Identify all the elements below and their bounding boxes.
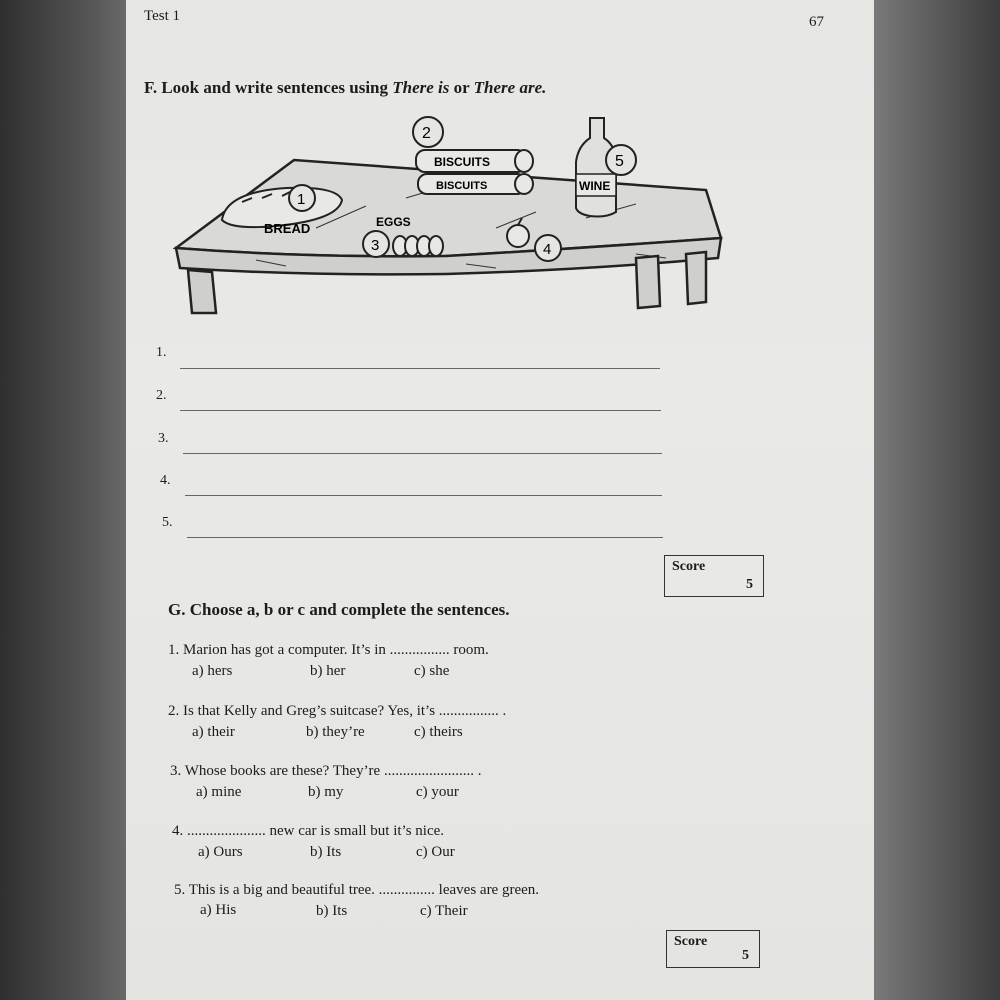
q5-option-a[interactable]: a) His [200, 902, 237, 918]
question-1-number: 1. [168, 642, 180, 658]
score-box-g [666, 930, 760, 968]
question-4-text: ..................... new car is small but it’s nice. [187, 823, 445, 839]
section-f-title [144, 78, 546, 98]
q2-option-a[interactable]: a) their [192, 724, 235, 740]
left-background [0, 0, 128, 1000]
q1-option-a[interactable]: a) hers [192, 663, 233, 679]
test-label: Test 1 [144, 8, 181, 24]
line-2-number: 2. [156, 388, 167, 403]
section-g-title: G. Choose a, b or c and complete the sentences. [168, 600, 510, 619]
write-line-1[interactable] [180, 368, 660, 369]
q2-option-c[interactable]: c) theirs [414, 724, 463, 740]
write-line-2[interactable] [180, 410, 661, 411]
number-1: 1 [297, 191, 306, 208]
right-background [872, 0, 1000, 1000]
write-line-3[interactable] [183, 453, 662, 454]
section-f-letter: F. [144, 78, 158, 97]
question-4-number: 4. [172, 823, 184, 839]
write-line-4[interactable] [185, 495, 662, 496]
or-text: or [453, 78, 470, 97]
line-4-number: 4. [160, 473, 171, 488]
question-4 [172, 823, 444, 840]
question-2 [168, 703, 506, 720]
q1-option-c[interactable]: c) she [414, 663, 450, 679]
question-5 [174, 882, 539, 899]
question-1 [168, 642, 489, 659]
question-3 [170, 763, 481, 780]
q2-option-b[interactable]: b) they’re [306, 724, 365, 740]
question-1-text: Marion has got a computer. It’s in ................ room. [183, 642, 489, 658]
score-g-label: Score [674, 934, 708, 949]
line-5-number: 5. [162, 515, 173, 530]
page-number: 67 [809, 14, 824, 30]
there-are-text: There are. [473, 78, 547, 97]
q3-option-a[interactable]: a) mine [196, 784, 242, 800]
section-f-title-text: Look and write sentences using [161, 78, 389, 97]
line-1-number: 1. [156, 345, 167, 360]
biscuits-bottom-label: BISCUITS [436, 180, 488, 192]
line-3-number: 3. [158, 431, 169, 446]
q5-option-c[interactable]: c) Their [420, 903, 468, 919]
eggs-drawing [393, 236, 443, 256]
number-3: 3 [371, 237, 380, 254]
table-illustration [166, 108, 726, 328]
q4-option-c[interactable]: c) Our [416, 844, 455, 860]
wine-label: WINE [579, 179, 611, 193]
write-line-5[interactable] [187, 537, 663, 538]
score-f-value: 5 [746, 577, 753, 592]
number-2: 2 [422, 125, 431, 142]
question-3-text: Whose books are these? They’re ........................ . [184, 763, 482, 779]
score-f-label: Score [672, 559, 706, 574]
q1-option-b[interactable]: b) her [310, 663, 346, 679]
bread-label: BREAD [264, 221, 311, 236]
question-3-number: 3. [170, 763, 182, 779]
q4-option-b[interactable]: b) Its [310, 844, 342, 860]
biscuits-top-label: BISCUITS [434, 155, 491, 169]
q4-option-a[interactable]: a) Ours [198, 844, 243, 860]
q3-option-b[interactable]: b) my [308, 784, 344, 800]
workbook-page [126, 0, 874, 1000]
q5-option-b[interactable]: b) Its [316, 903, 348, 919]
question-2-text: Is that Kelly and Greg’s suitcase? Yes, it’s ................ . [183, 703, 507, 719]
score-box-f [664, 555, 764, 597]
score-g-value: 5 [742, 948, 749, 963]
there-is-text: There is [392, 78, 450, 97]
question-5-text: This is a big and beautiful tree. ............... leaves are green. [188, 882, 540, 898]
question-5-number: 5. [174, 882, 186, 898]
question-2-number: 2. [168, 703, 180, 719]
eggs-label: EGGS [376, 215, 411, 229]
number-5: 5 [615, 153, 624, 170]
number-4: 4 [543, 241, 552, 258]
q3-option-c[interactable]: c) your [416, 784, 459, 800]
